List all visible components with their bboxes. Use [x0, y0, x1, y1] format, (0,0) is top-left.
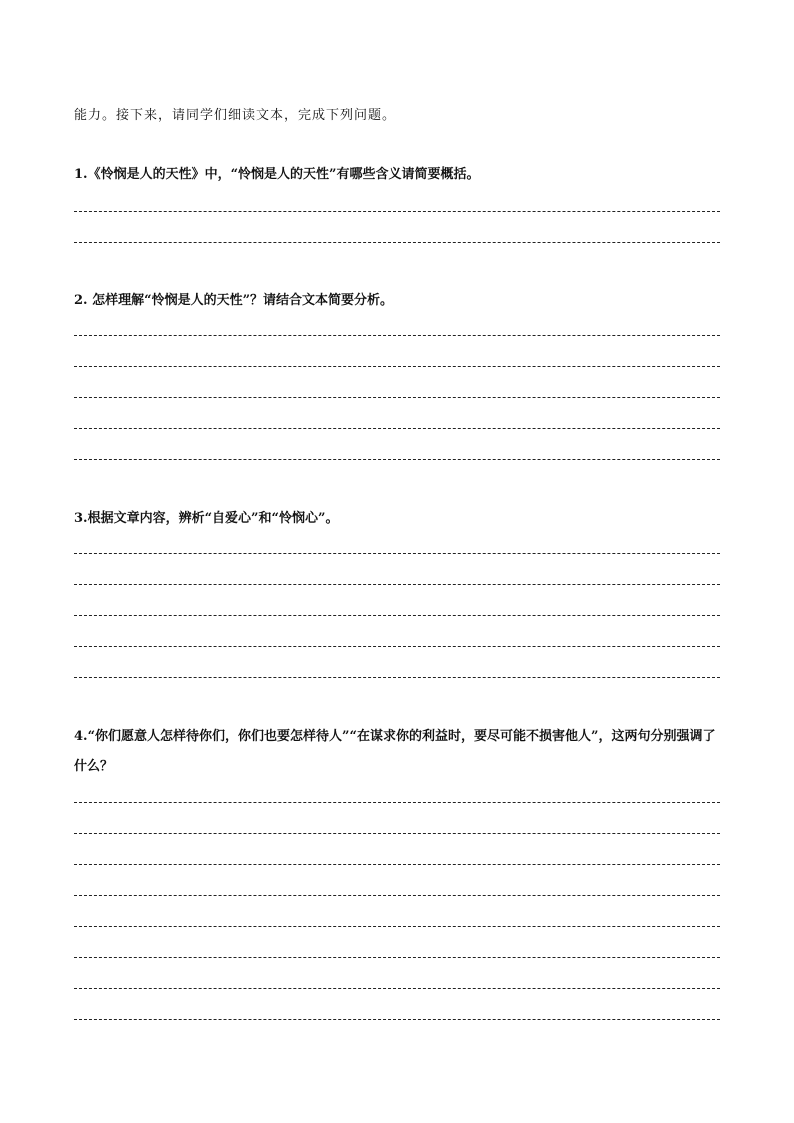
answer-line[interactable]: [74, 553, 720, 554]
question-4: 4.“你们愿意人怎样待你们，你们也要怎样待人”“在谋求你的利益时，要尽可能不损害他人”，这两句分别强调了什么？: [74, 729, 716, 774]
answer-line[interactable]: [74, 366, 720, 367]
answer-line[interactable]: [74, 864, 720, 865]
question-3: 3.根据文章内容，辨析“自爱心”和“怜悯心”。: [74, 511, 339, 526]
answer-line[interactable]: [74, 646, 720, 647]
answer-line[interactable]: [74, 926, 720, 927]
intro-text: 能力。接下来，请同学们细读文本，完成下列问题。: [74, 108, 397, 123]
answer-line[interactable]: [74, 335, 720, 336]
answer-line[interactable]: [74, 615, 720, 616]
answer-line[interactable]: [74, 895, 720, 896]
answer-line[interactable]: [74, 428, 720, 429]
question-2: 2. 怎样理解“怜悯是人的天性”？请结合文本简要分析。: [74, 293, 394, 308]
answer-line[interactable]: [74, 584, 720, 585]
answer-line[interactable]: [74, 833, 720, 834]
answer-line[interactable]: [74, 988, 720, 989]
answer-line[interactable]: [74, 397, 720, 398]
answer-line[interactable]: [74, 677, 720, 678]
answer-line[interactable]: [74, 802, 720, 803]
question-1: 1.《怜悯是人的天性》中，“怜悯是人的天性”有哪些含义请简要概括。: [74, 167, 480, 182]
answer-line[interactable]: [74, 242, 720, 243]
answer-line[interactable]: [74, 957, 720, 958]
answer-line[interactable]: [74, 1019, 720, 1020]
answer-line[interactable]: [74, 211, 720, 212]
answer-line[interactable]: [74, 459, 720, 460]
